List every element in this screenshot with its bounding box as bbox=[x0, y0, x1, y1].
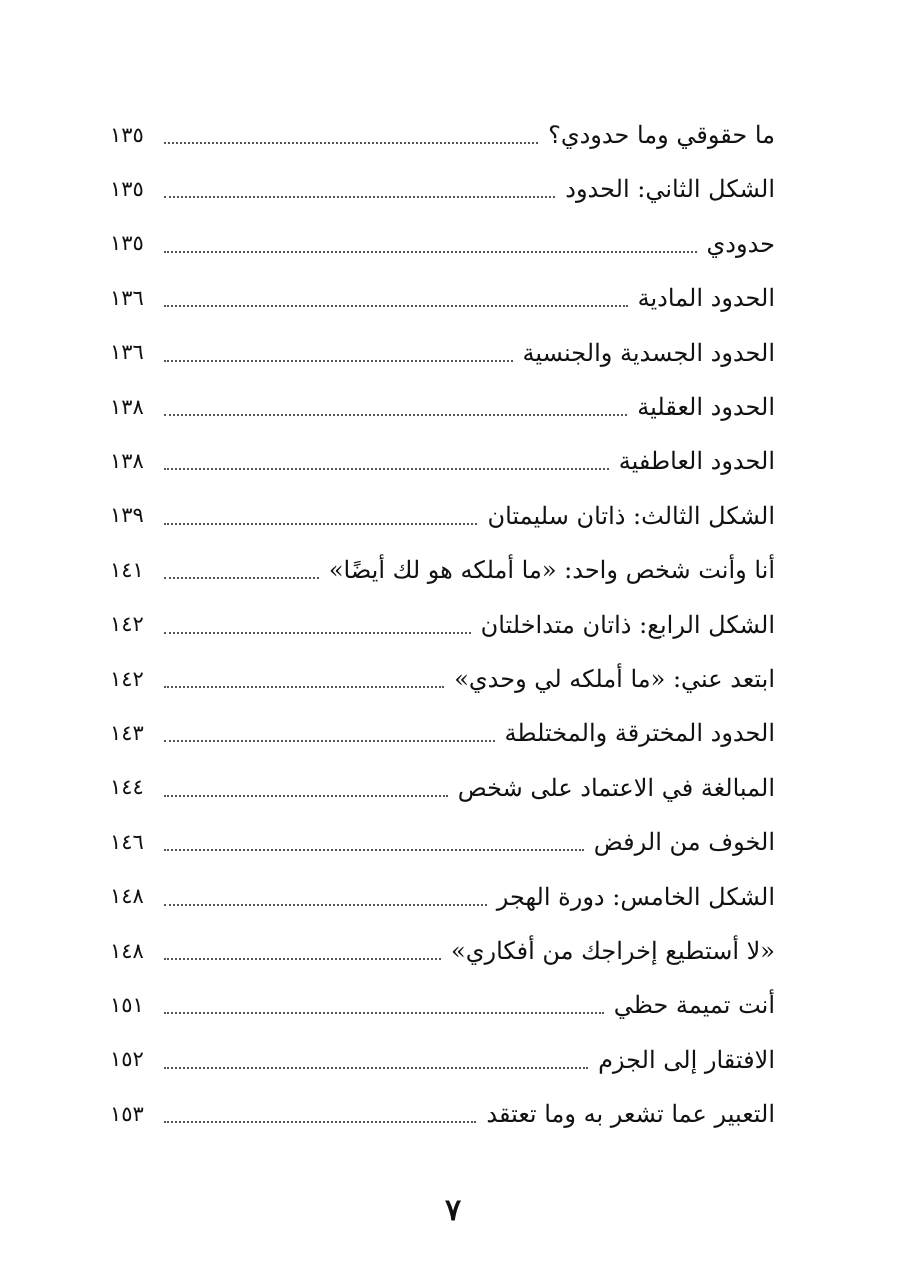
dot-leader bbox=[164, 414, 627, 416]
toc-entry bbox=[110, 161, 775, 217]
toc-entry-title: الافتقار إلى الجزم bbox=[598, 1045, 775, 1074]
toc-entry-page: ١٣٥ bbox=[110, 231, 144, 256]
toc-entry-title: الحدود العاطفية bbox=[618, 447, 775, 476]
dot-leader bbox=[164, 196, 555, 198]
dot-leader bbox=[164, 1121, 476, 1123]
toc-entry bbox=[110, 216, 775, 272]
toc-entry-title: الشكل الثالث: ذاتان سليمتان bbox=[487, 501, 775, 530]
dot-leader bbox=[164, 577, 319, 579]
dot-leader bbox=[164, 849, 584, 851]
dot-leader bbox=[164, 468, 609, 470]
toc-entry bbox=[110, 379, 775, 435]
toc-entry-page: ١٥١ bbox=[110, 992, 144, 1017]
toc-entry bbox=[110, 488, 775, 544]
toc-entry-title: «لا أستطيع إخراجك من أفكاري» bbox=[451, 937, 775, 965]
dot-leader bbox=[164, 958, 441, 960]
toc-entry-title: الحدود المخترقة والمختلطة bbox=[504, 719, 775, 748]
toc-entry-page: ١٣٦ bbox=[110, 340, 144, 365]
toc-entry-page: ١٤٢ bbox=[110, 612, 144, 637]
toc-entry-page: ١٣٨ bbox=[110, 394, 144, 419]
toc-entry-page: ١٤٨ bbox=[110, 938, 144, 963]
toc-entry bbox=[110, 760, 775, 816]
toc-entry bbox=[110, 325, 775, 381]
toc-entry-page: ١٥٣ bbox=[110, 1101, 144, 1126]
dot-leader bbox=[164, 1012, 604, 1014]
dot-leader bbox=[164, 632, 471, 634]
toc-entry-title: الحدود العقلية bbox=[637, 393, 775, 421]
toc-entry bbox=[110, 597, 775, 653]
dot-leader bbox=[164, 795, 448, 797]
toc-entry-title: الشكل الرابع: ذاتان متداخلتان bbox=[480, 610, 775, 639]
dot-leader bbox=[164, 686, 444, 688]
toc-entry-page: ١٣٩ bbox=[110, 503, 144, 528]
toc-entry-page: ١٤٤ bbox=[110, 775, 144, 800]
page-number: ٧ bbox=[444, 1193, 462, 1228]
toc-entry bbox=[110, 107, 775, 163]
dot-leader bbox=[164, 904, 487, 906]
toc-entry-title: الشكل الخامس: دورة الهجر bbox=[496, 882, 775, 911]
toc-entry-page: ١٤١ bbox=[110, 557, 144, 582]
toc-entry-page: ١٤٢ bbox=[110, 666, 144, 691]
toc-entry-page: ١٣٥ bbox=[110, 176, 144, 201]
toc-entry-page: ١٣٨ bbox=[110, 448, 144, 473]
toc-entry-page: ١٤٨ bbox=[110, 884, 144, 909]
toc-entry bbox=[110, 542, 775, 598]
toc-entry bbox=[110, 977, 775, 1033]
toc-entry bbox=[110, 1086, 775, 1142]
toc-entry-page: ١٣٥ bbox=[110, 122, 144, 147]
toc-entry-title: ابتعد عني: «ما أملكه لي وحدي» bbox=[454, 665, 775, 693]
toc-entry-page: ١٤٦ bbox=[110, 829, 144, 854]
toc-entry-title: التعبير عما تشعر به وما تعتقد bbox=[486, 1100, 775, 1129]
toc-entry bbox=[110, 270, 775, 326]
toc-entry-title: أنا وأنت شخص واحد: «ما أملكه هو لك أيضًا» bbox=[328, 556, 775, 585]
toc-entry-title: الشكل الثاني: الحدود bbox=[565, 175, 775, 204]
dot-leader bbox=[164, 360, 513, 362]
toc-entry-page: ١٥٢ bbox=[110, 1047, 144, 1072]
toc-entry-title: الحدود الجسدية والجنسية bbox=[522, 338, 775, 367]
toc-entry-title: الخوف من الرفض bbox=[593, 828, 775, 857]
toc-entry bbox=[110, 651, 775, 707]
table-of-contents bbox=[110, 107, 775, 1147]
toc-entry-title: الحدود المادية bbox=[637, 284, 775, 313]
dot-leader bbox=[164, 523, 477, 525]
dot-leader bbox=[164, 251, 697, 253]
toc-entry bbox=[110, 1032, 775, 1088]
toc-entry-page: ١٤٣ bbox=[110, 720, 144, 745]
toc-entry bbox=[110, 923, 775, 979]
toc-entry-title: المبالغة في الاعتماد على شخص bbox=[457, 773, 775, 802]
toc-entry bbox=[110, 433, 775, 489]
dot-leader bbox=[164, 142, 538, 144]
toc-entry-title: ما حقوقي وما حدودي؟ bbox=[548, 121, 775, 149]
toc-entry bbox=[110, 705, 775, 761]
dot-leader bbox=[164, 1067, 588, 1069]
toc-entry bbox=[110, 869, 775, 925]
toc-entry-page: ١٣٦ bbox=[110, 285, 144, 310]
toc-entry-title: أنت تميمة حظي bbox=[613, 991, 775, 1020]
toc-entry-title: حدودي bbox=[706, 229, 775, 258]
toc-entry bbox=[110, 814, 775, 870]
dot-leader bbox=[164, 740, 495, 742]
dot-leader bbox=[164, 305, 628, 307]
